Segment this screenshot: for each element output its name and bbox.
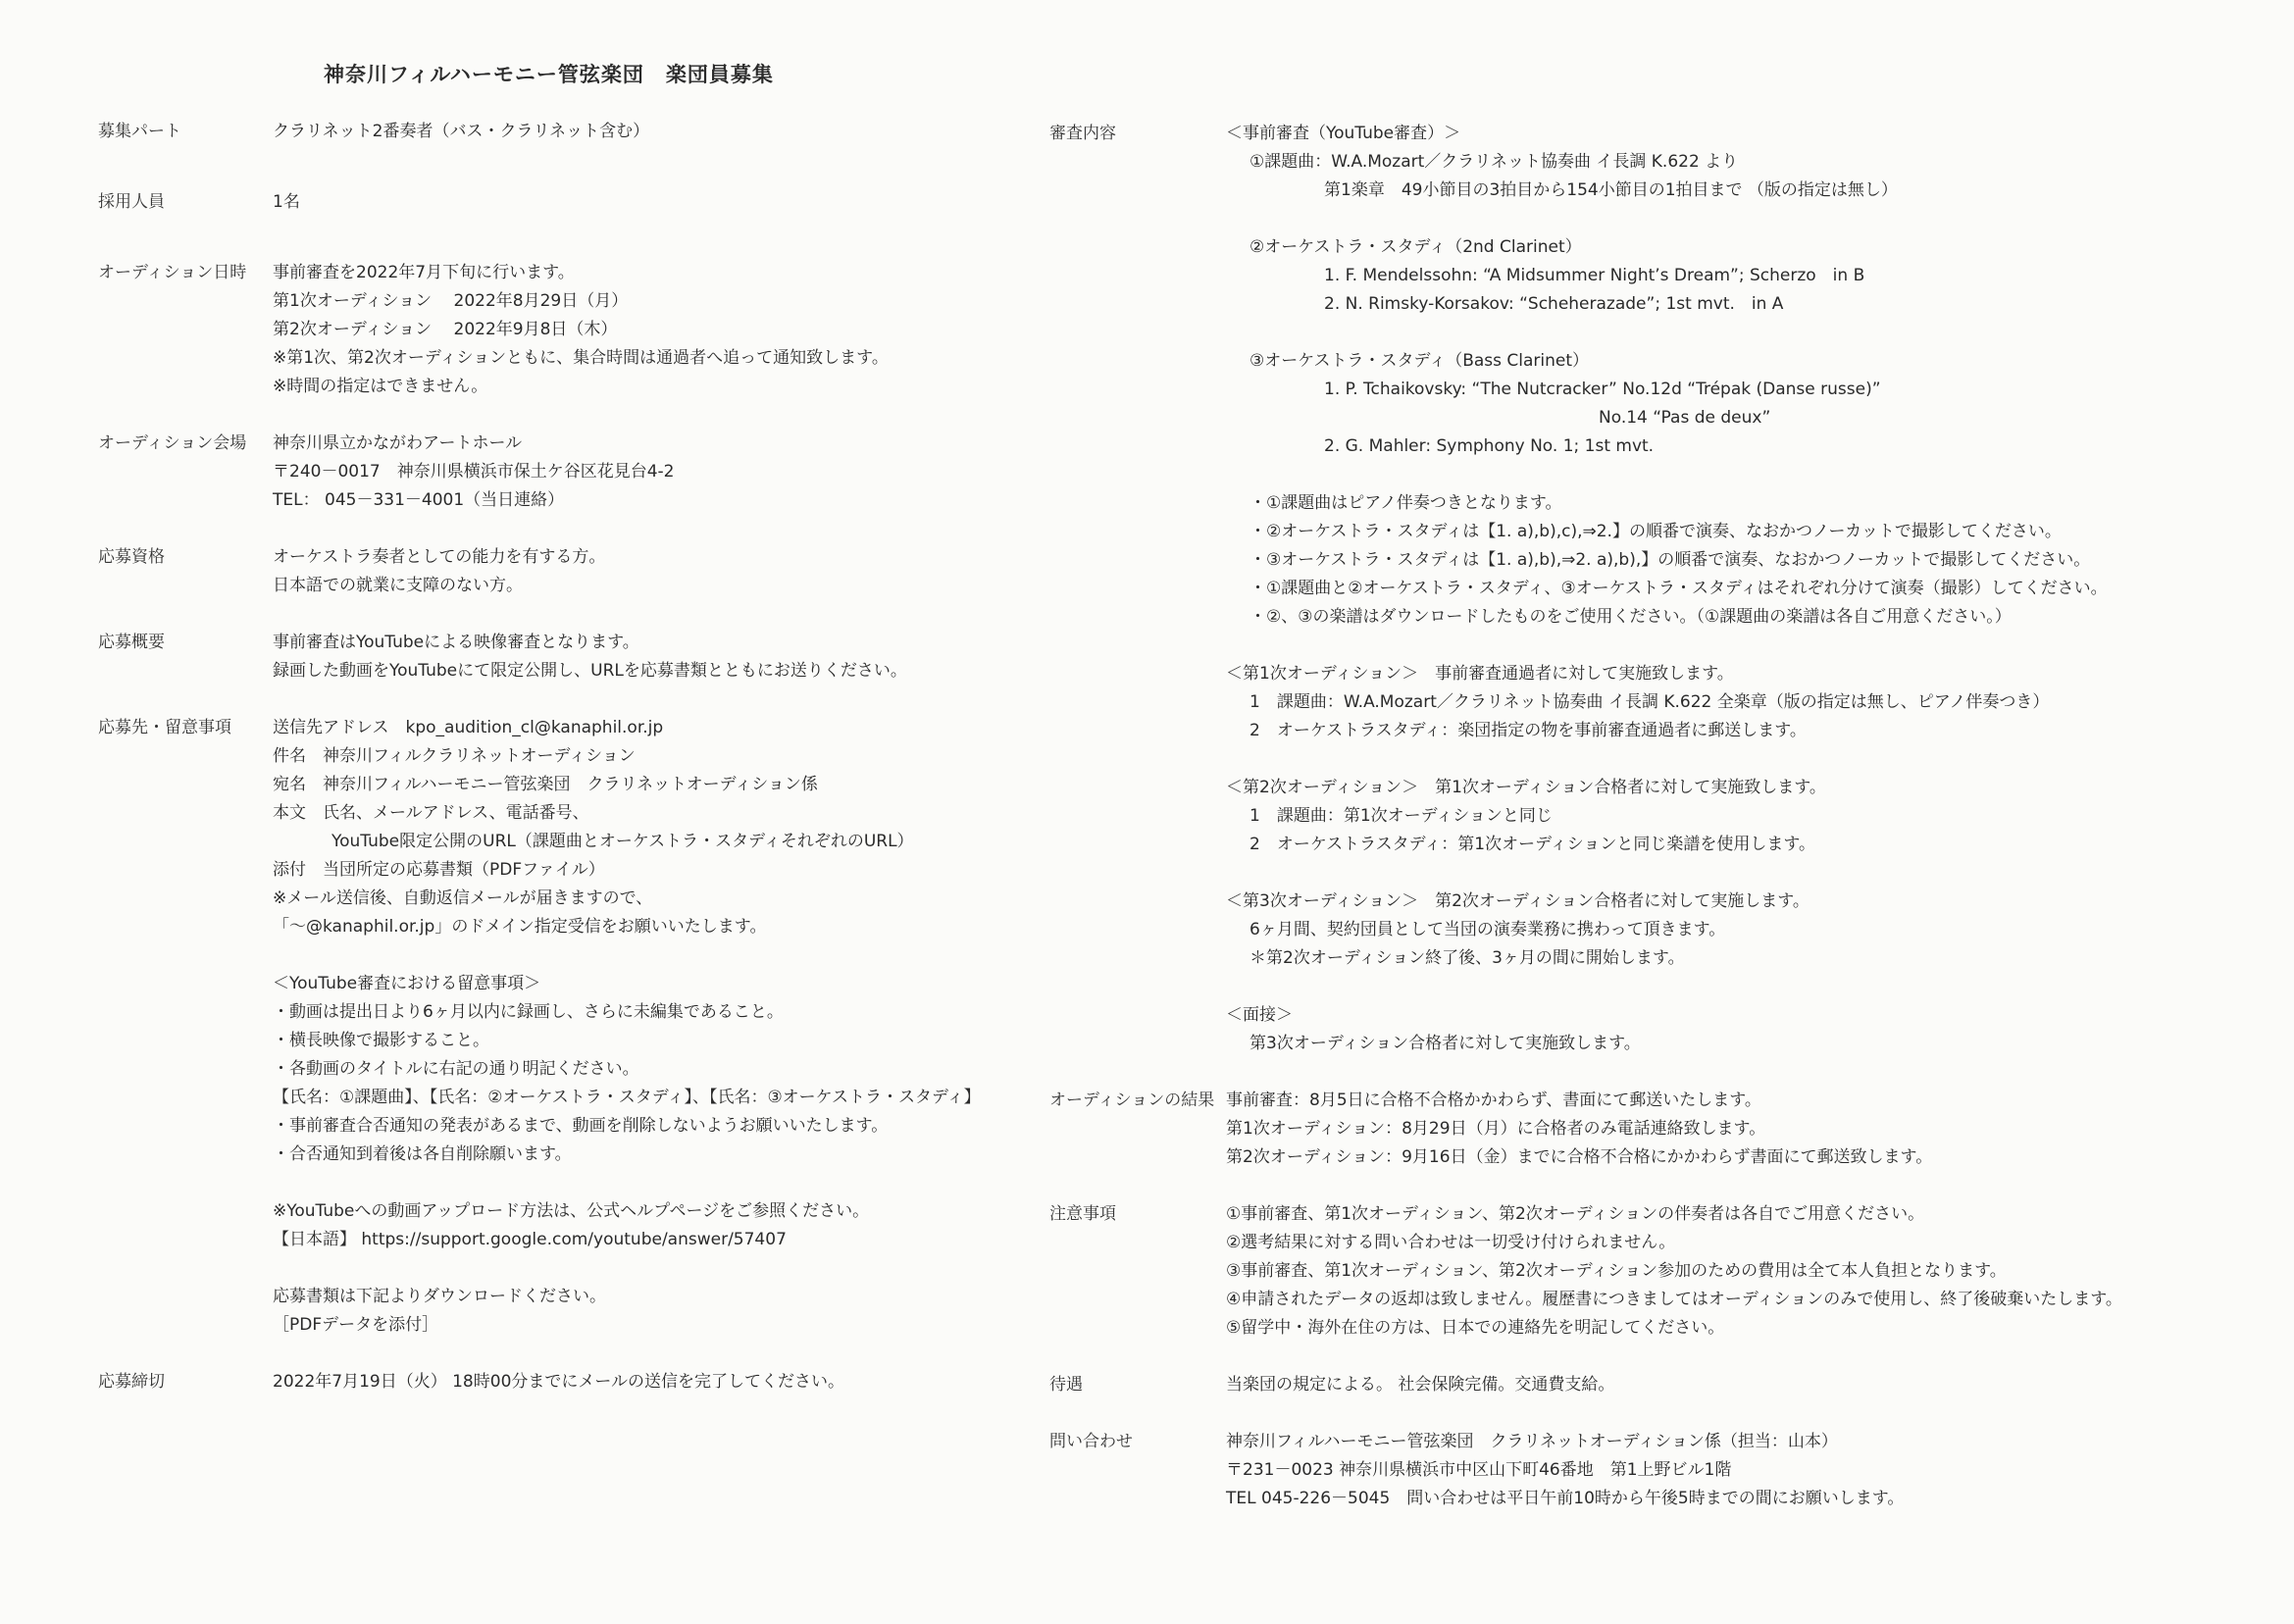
attachment-line: 添付 当団所定の応募書類（PDFファイル） bbox=[273, 860, 605, 880]
youtube-note: ・動画は提出日より6ヶ月以内に録画し、さらに未編集であること。 bbox=[273, 1002, 784, 1022]
overview-label: 応募概要 bbox=[98, 633, 165, 652]
venue-row bbox=[98, 430, 1079, 515]
application-row bbox=[98, 714, 1079, 1340]
treatment-value: 当楽団の規定による。 社会保険完備。交通費支給。 bbox=[1226, 1375, 1615, 1395]
third-audition-item: ＊第2次オーディション終了後、3ヶ月の間に開始します。 bbox=[1249, 948, 1685, 968]
audition-date-line: ※第1次、第2次オーディションともに、集合時間は通過者へ追って通知致します。 bbox=[273, 348, 889, 368]
cautions-row bbox=[1049, 1200, 2275, 1343]
study-bass-heading: ③オーケストラ・スタディ（Bass Clarinet） bbox=[1249, 351, 1590, 371]
set-piece: ①課題曲：W.A.Mozart／クラリネット協奏曲 イ長調 K.622 より bbox=[1249, 152, 1739, 172]
review-note: ・③オーケストラ・スタディは【1. a),b),⇒2. a),b),】の順番で演奏、なおかつノーカットで撮影してください。 bbox=[1249, 550, 2091, 570]
study-bass-item: 1. P. Tchaikovsky: “The Nutcracker” No.12d “Trépak (Danse russe)” bbox=[1324, 380, 1881, 399]
help-page-link[interactable]: 【日本語】 https://support.google.com/youtube/answer/57407 bbox=[273, 1230, 787, 1249]
second-audition-heading: ＜第2次オーディション＞ 第1次オーディション合格者に対して実施致します。 bbox=[1226, 778, 1826, 797]
qualification-label: 応募資格 bbox=[98, 547, 165, 567]
review-note: ・②、③の楽譜はダウンロードしたものをご使用ください。（①課題曲の楽譜は各自ご用意ください。） bbox=[1249, 607, 2012, 627]
set-piece-detail: 第1楽章 49小節目の3拍目から154小節目の1拍目まで （版の指定は無し） bbox=[1324, 180, 1898, 200]
upload-note: ※YouTubeへの動画アップロード方法は、公式ヘルプページをご参照ください。 bbox=[273, 1201, 870, 1221]
overview-row bbox=[98, 629, 1079, 685]
study-2nd-item: 2. N. Rimsky-Korsakov: “Scheherazade”; 1st mvt. in A bbox=[1324, 294, 1784, 314]
youtube-note: 【氏名：①課題曲】、【氏名：②オーケストラ・スタディ】、【氏名：③オーケストラ・スタディ】 bbox=[273, 1088, 981, 1107]
overview-line: 録画した動画をYouTubeにて限定公開し、URLを応募書類とともにお送りください。 bbox=[273, 661, 907, 681]
recruit-part-value: クラリネット2番奏者（バス・クラリネット含む） bbox=[273, 122, 650, 141]
left-column bbox=[98, 118, 1079, 1396]
first-audition-item: 1 課題曲：W.A.Mozart／クラリネット協奏曲 イ長調 K.622 全楽章（版の指定は無し、ピアノ伴奏つき） bbox=[1249, 692, 2050, 712]
contact-line: 〒231－0023 神奈川県横浜市中区山下町46番地 第1上野ビル1階 bbox=[1226, 1460, 1732, 1480]
contact-phone: TEL 045-226－5045 問い合わせは平日午前10時から午後5時までの間にお願いします。 bbox=[1226, 1489, 1905, 1508]
first-audition-heading: ＜第1次オーディション＞ 事前審査通過者に対して実施致します。 bbox=[1226, 664, 1734, 684]
body-line-cont: YouTube限定公開のURL（課題曲とオーケストラ・スタディそれぞれのURL） bbox=[331, 832, 914, 851]
youtube-notes-heading: ＜YouTube審査における留意事項＞ bbox=[273, 974, 541, 993]
application-label: 応募先・留意事項 bbox=[98, 718, 231, 737]
venue-line: 神奈川県立かながわアートホール bbox=[273, 433, 523, 453]
contact-line: 神奈川フィルハーモニー管弦楽団 クラリネットオーディション係（担当：山本） bbox=[1226, 1432, 1838, 1451]
youtube-note: ・事前審査合否通知の発表があるまで、動画を削除しないようお願いいたします。 bbox=[273, 1116, 889, 1136]
review-note: ・②オーケストラ・スタディは【1. a),b),c),⇒2.】の順番で演奏、なおかつノーカットで撮影してください。 bbox=[1249, 522, 2062, 541]
review-label: 審査内容 bbox=[1049, 124, 1116, 143]
caution-item: ④申請されたデータの返却は致しません。履歴書につきましてはオーディションのみで使用し、終了後破棄いたします。 bbox=[1226, 1290, 2122, 1309]
review-row bbox=[1049, 120, 2275, 1058]
auto-reply-note: ※メール送信後、自動返信メールが届きますので、 bbox=[273, 888, 653, 908]
interview-heading: ＜面接＞ bbox=[1226, 1005, 1293, 1025]
positions-value: 1名 bbox=[273, 192, 300, 212]
audition-date-line: ※時間の指定はできません。 bbox=[273, 377, 488, 396]
addressee-line: 宛名 神奈川フィルハーモニー管弦楽団 クラリネットオーディション係 bbox=[273, 775, 818, 794]
caution-item: ②選考結果に対する問い合わせは一切受け付けられません。 bbox=[1226, 1233, 1676, 1252]
second-audition-item: 1 課題曲：第1次オーディションと同じ bbox=[1249, 806, 1553, 826]
qualification-row bbox=[98, 543, 1079, 600]
interview-item: 第3次オーディション合格者に対して実施致します。 bbox=[1249, 1034, 1641, 1053]
deadline-label: 応募締切 bbox=[98, 1372, 165, 1392]
subject-line: 件名 神奈川フィルクラリネットオーディション bbox=[273, 746, 636, 766]
review-note: ・①課題曲はピアノ伴奏つきとなります。 bbox=[1249, 493, 1562, 513]
study-bass-item-cont: No.14 “Pas de deux” bbox=[1599, 408, 1771, 428]
study-2nd-heading: ②オーケストラ・スタディ（2nd Clarinet） bbox=[1249, 237, 1582, 257]
download-note: 応募書類は下記よりダウンロードください。 bbox=[273, 1287, 606, 1306]
results-line: 事前審査：8月5日に合格不合格かかわらず、書面にて郵送いたします。 bbox=[1226, 1091, 1761, 1110]
treatment-label: 待遇 bbox=[1049, 1375, 1083, 1395]
positions-row bbox=[98, 188, 1079, 217]
email-address-line[interactable]: 送信先アドレス kpo_audition_cl@kanaphil.or.jp bbox=[273, 718, 664, 737]
results-row bbox=[1049, 1087, 2275, 1172]
venue-line: TEL： 045－331－4001（当日連絡） bbox=[273, 490, 565, 510]
youtube-note: ・各動画のタイトルに右記の通り明記ください。 bbox=[273, 1059, 639, 1079]
results-line: 第1次オーディション：8月29日（月）に合格者のみ電話連絡致します。 bbox=[1226, 1119, 1766, 1139]
body-line: 本文 氏名、メールアドレス、電話番号、 bbox=[273, 803, 589, 823]
contact-row bbox=[1049, 1428, 2275, 1513]
youtube-note: ・横長映像で撮影すること。 bbox=[273, 1031, 489, 1050]
caution-item: ③事前審査、第1次オーディション、第2次オーディション参加のための費用は全て本人負担となります。 bbox=[1226, 1261, 2007, 1281]
treatment-row bbox=[1049, 1371, 2275, 1399]
audition-date-label: オーディション日時 bbox=[98, 263, 247, 282]
pre-review-heading: ＜事前審査（YouTube審査）＞ bbox=[1226, 124, 1461, 143]
study-bass-item: 2. G. Mahler: Symphony No. 1; 1st mvt. bbox=[1324, 436, 1655, 456]
right-column bbox=[1049, 120, 2275, 1513]
results-line: 第2次オーディション：9月16日（金）までに合格不合格にかかわらず書面にて郵送致します。 bbox=[1226, 1147, 1933, 1167]
results-label: オーディションの結果 bbox=[1049, 1091, 1215, 1110]
venue-line: 〒240－0017 神奈川県横浜市保土ケ谷区花見台4-2 bbox=[273, 462, 675, 482]
audition-date-line: 第2次オーディション 2022年9月8日（木） bbox=[273, 320, 618, 339]
qualification-line: オーケストラ奏者としての能力を有する方。 bbox=[273, 547, 606, 567]
deadline-value: 2022年7月19日（火） 18時00分までにメールの送信を完了してください。 bbox=[273, 1372, 845, 1392]
first-audition-item: 2 オーケストラスタディ：楽団指定の物を事前審査通過者に郵送します。 bbox=[1249, 721, 1807, 740]
recruit-part-row bbox=[98, 118, 1079, 146]
audition-date-line: 第1次オーディション 2022年8月29日（月） bbox=[273, 291, 629, 311]
audition-date-line: 事前審査を2022年7月下旬に行います。 bbox=[273, 263, 575, 282]
cautions-label: 注意事項 bbox=[1049, 1204, 1116, 1224]
second-audition-item: 2 オーケストラスタディ：第1次オーディションと同じ楽譜を使用します。 bbox=[1249, 835, 1816, 854]
recruit-part-label: 募集パート bbox=[98, 122, 181, 141]
page-title: 神奈川フィルハーモニー管弦楽団 楽団員募集 bbox=[324, 63, 774, 86]
caution-item: ⑤留学中・海外在住の方は、日本での連絡先を明記してください。 bbox=[1226, 1318, 1725, 1338]
youtube-note: ・合否通知到着後は各自削除願います。 bbox=[273, 1144, 572, 1164]
contact-label: 問い合わせ bbox=[1049, 1432, 1133, 1451]
domain-note: 「～@kanaphil.or.jp」のドメイン指定受信をお願いいたします。 bbox=[273, 917, 767, 937]
pdf-attachment-link[interactable]: ［PDFデータを添付］ bbox=[273, 1315, 439, 1335]
positions-label: 採用人員 bbox=[98, 192, 165, 212]
caution-item: ①事前審査、第1次オーディション、第2次オーディションの伴奏者は各自でご用意ください。 bbox=[1226, 1204, 1925, 1224]
deadline-row bbox=[98, 1368, 1079, 1396]
review-note: ・①課題曲と②オーケストラ・スタディ、③オーケストラ・スタディはそれぞれ分けて演奏（撮影）してください。 bbox=[1249, 579, 2108, 598]
qualification-line: 日本語での就業に支障のない方。 bbox=[273, 576, 523, 595]
venue-label: オーディション会場 bbox=[98, 433, 247, 453]
study-2nd-item: 1. F. Mendelssohn: “A Midsummer Night’s Dream”; Scherzo in B bbox=[1324, 266, 1865, 285]
audition-date-row bbox=[98, 259, 1079, 401]
third-audition-heading: ＜第3次オーディション＞ 第2次オーディション合格者に対して実施します。 bbox=[1226, 891, 1810, 911]
overview-line: 事前審査はYouTubeによる映像審査となります。 bbox=[273, 633, 639, 652]
third-audition-item: 6ヶ月間、契約団員として当団の演奏業務に携わって頂きます。 bbox=[1249, 920, 1726, 939]
